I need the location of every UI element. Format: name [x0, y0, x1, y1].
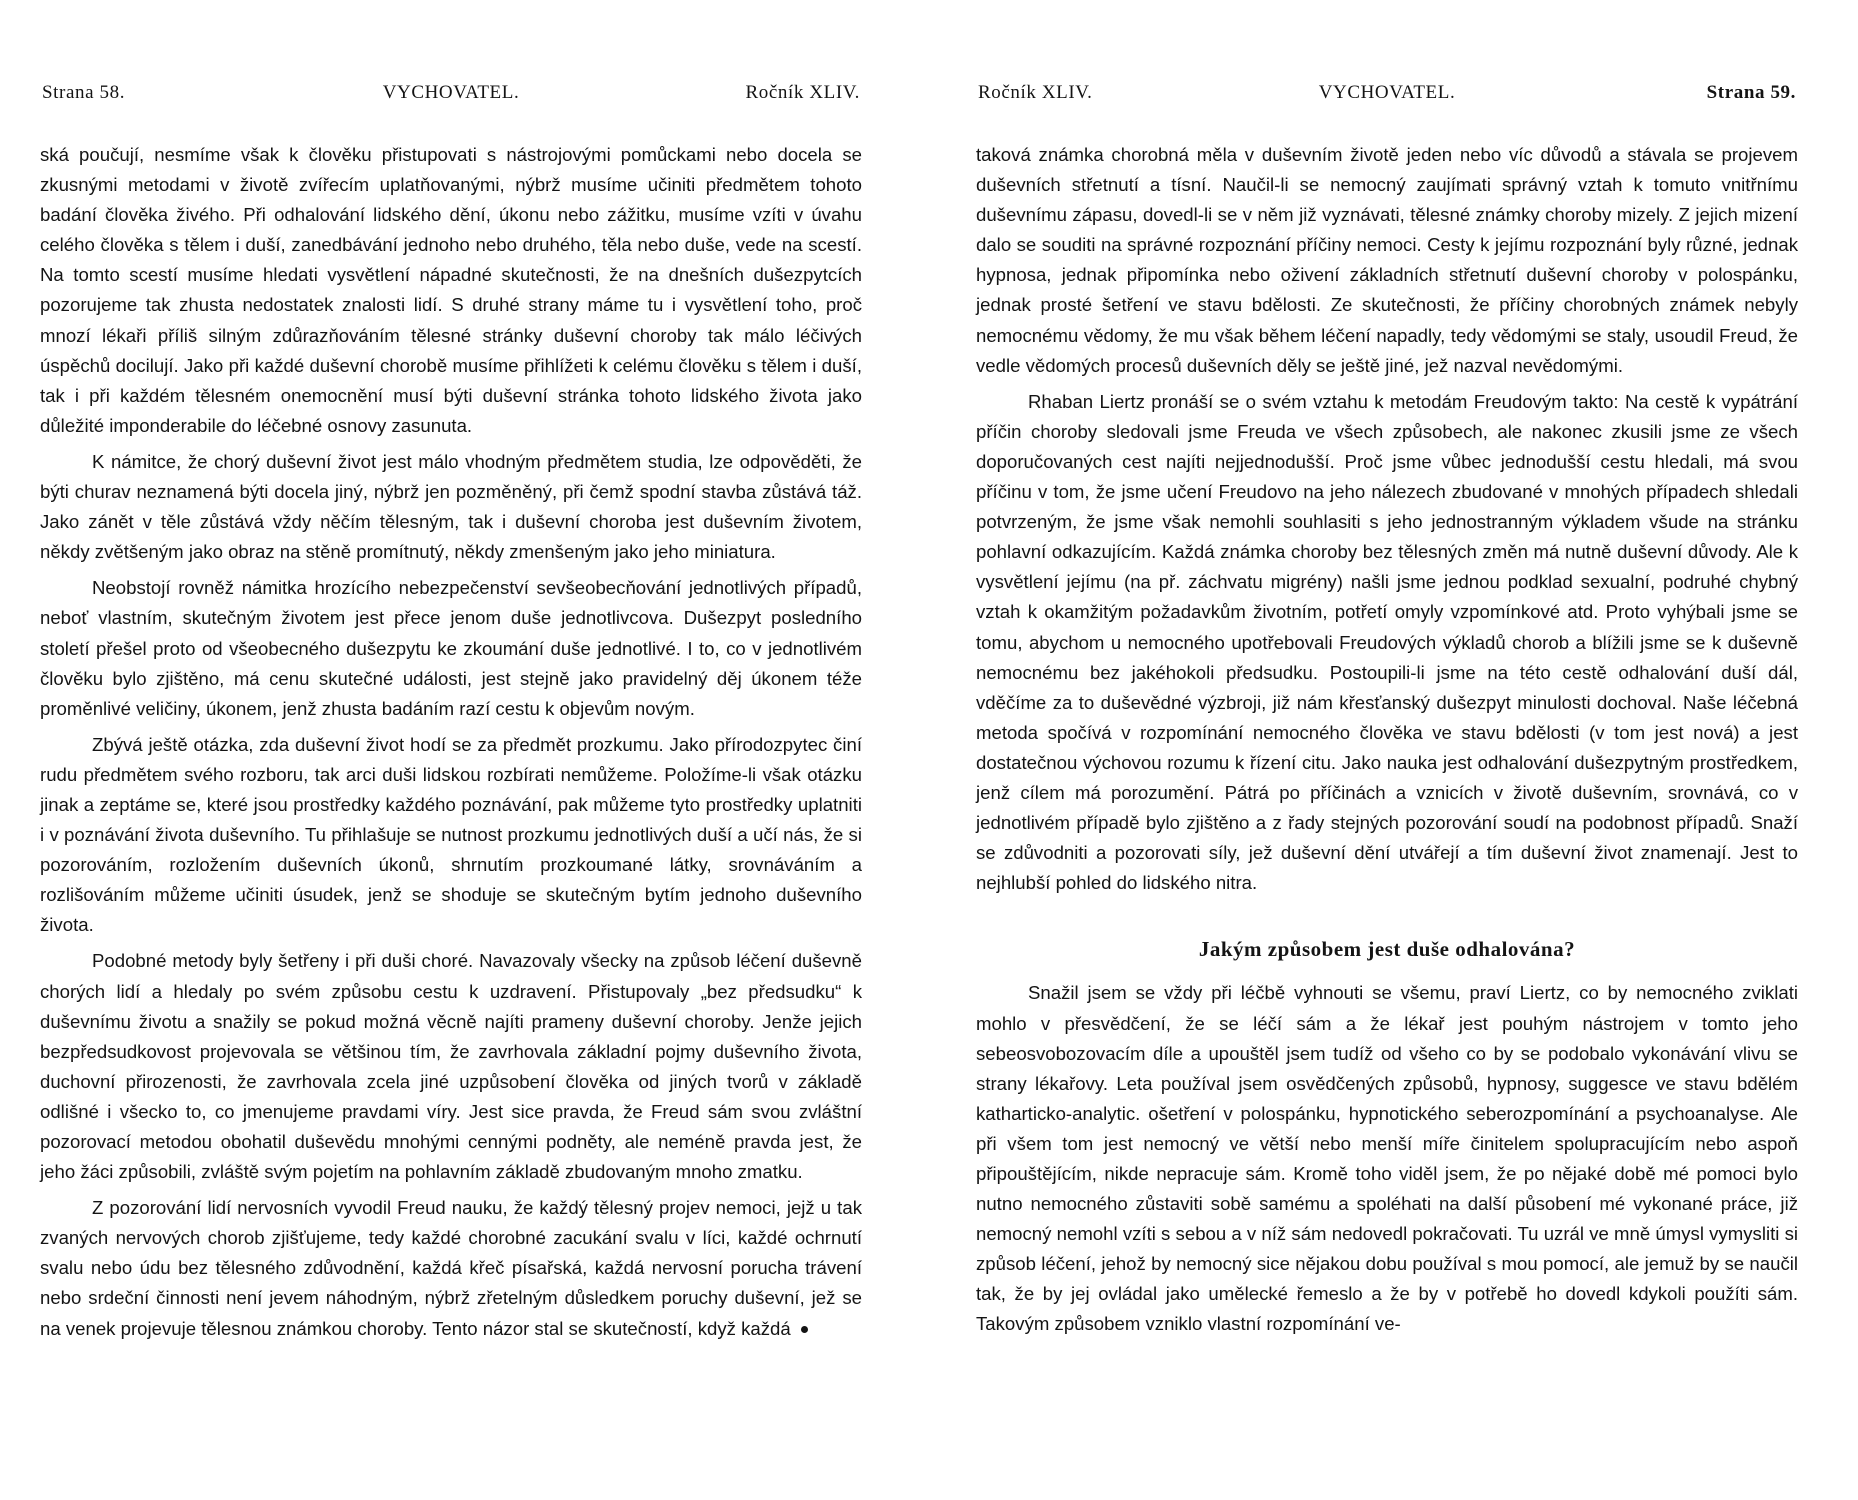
- section-heading: Jakým způsobem jest duše odhalována?: [1198, 937, 1576, 962]
- paragraph: [40, 1193, 862, 1343]
- bullet-dot-icon: [801, 1326, 808, 1333]
- paragraph: Rhaban Liertz pronáší se o svém vztahu k metodám Freudovým takto: Na cestě k vypátrání příčin choroby sledovali jsme Freuda ve všech způsobech, ale nakonec zkusili jsme ze všech doporučovaných cest najíti nejjednodušší. Proč jsme vůbec jednodušší cestu hledali, má svou příčinu v tom, že jsme učení Freudovo na jeho nálezech zbudované v mnohých případech shledali potvrzeným, že jsme však nemohli souhlasiti s jeho jednostranným výkladem všude na stránku pohlavní odkazujícím. Každá známka choroby bez tělesných změn má nutně duševní důvody. Ale k vysvětlení jejímu (na př. záchvatu migrény) našli jsme jednou podklad sexualní, podruhé chybný vztah k okamžitým požadavkům životním, potřetí omyly vzpomínkové atd. Proto vyhýbali jsme se tomu, abychom u nemocného upotřebovali Freudových výkladů chorob a blížili jsme se k duševně nemocnému bez jakéhokoli předsudku. Postoupili-li jsme na této cestě odhalování duší dál, vděčíme za to duševědné výzbroji, již nám křesťanský dušezpyt minulosti dochoval. Naše léčebná metoda spočívá v rozpomínání nemocného člověka ve stavu bdělosti (v tom jest nová) a jest dostatečnou výchovou rozumu k řízení citu. Jako nauka jest odhalování dušezpytným prostředkem, jenž cílem má porozumění. Pátrá po příčinách a vznicích v životě duševním, srovnává, co v jednotlivém případě bylo zjištěno a z řady stejných pozorování soudí na podobnost případů. Snaží se zdůvodniti a pozorovati síly, jež duševní dění utvářejí a tím duševní život znamenají. Jest to nejhlubší pohled do lidského nitra.: [976, 390, 1798, 894]
- page-number: Strana 59.: [1706, 82, 1796, 103]
- left-page: [40, 82, 862, 1344]
- page-body: [976, 140, 1798, 1340]
- paragraph: Podobné metody byly šetřeny i při duši choré. Navazovaly všecky na způsob léčení duševně chorých lidí a hledaly po svém způsobu cestu k uzdravení. Přistupovaly „bez předsudku“ k duševnímu životu a snažily se pokud možná věcně najíti prameny duševní choroby. Jenže jejich bezpředsudkovost projevovala se většinou tím, že zavrhovala základní pojmy duševního života, duchovní přirozenosti, že zavrhovala zcela jiné uzpůsobení člověka od jiných tvorů v základě odlišné i všecko to, co jmenujeme pravdami víry. Jest sice pravda, že Freud sám svou zvláštní pozorovací metodou obohatil duševědu mnohými cennými podněty, ale neméně pravda jest, že jeho žáci způsobili, zvláště svým pojetím na pohlavním základě zbudovaným mnoho zmatku.: [40, 950, 862, 1183]
- journal-title: VYCHOVATEL.: [382, 82, 520, 103]
- right-page: [976, 82, 1798, 1340]
- journal-title: VYCHOVATEL.: [1318, 82, 1456, 103]
- page-number: Strana 58.: [42, 82, 126, 103]
- volume-label: Ročník XLIV.: [978, 82, 1093, 103]
- paragraph: Neobstojí rovněž námitka hrozícího nebezpečenství sevšeobecňování jednotlivých případů, neboť vlastním, skutečným životem jest přece jenom duše jednotlivcova. Dušezpyt posledního století přešel proto od všeobecného dušezpytu ke zkoumání duše jednotlivé. I to, co v jednotlivém člověku bylo zjištěno, má cenu skutečné události, jest stejně jako pravidelný děj úkonem téže proměnlivé veličiny, úkonem, jenž zhusta badáním razí cestu k objevům novým.: [40, 577, 862, 719]
- paragraph: Snažil jsem se vždy při léčbě vyhnouti se všemu, praví Liertz, co by nemocného zviklati mohlo v přesvědčení, že se léčí sám a že lékař jest pouhým nástrojem v tomto jeho sebeosvobozovacím díle a upouštěl jsem tudíž od všeho co by se podobalo vykonávání vlivu se strany lékařovy. Leta používal jsem osvědčených způsobů, hypnosy, suggesce ve stavu bdělém katharticko-analytic. ošetření v polospánku, hypnotického seberozpomínání a psychoanalyse. Ale při všem tom jest nemocný ve větší nebo menší míře činitelem spolupracujícím nebo aspoň připouštějícím, nikde nepracuje sám. Kromě toho viděl jsem, že po nějaké době mé pomoci bylo nutno nemocného zůstaviti sobě samému a spoléhati na další působení mé vykonané práce, již nemocný nemohl vzíti s sebou a v níž sám nedovedl pokračovati. Tu uzrál ve mně úmysl vymysliti si způsob léčení, jehož by nemocný sice nějakou dobu používal s mou pomocí, ale jemuž by se naučil tak, že by jej ovládal jako umělecké řemeslo a že by v potřebě ho dovedl kdykoli použíti sám. Takovým způsobem vzniklo vlastní rozpomínání ve-: [976, 982, 1798, 1335]
- paragraph: Zbývá ještě otázka, zda duševní život hodí se za předmět prozkumu. Jako přírodozpytec činí rudu předmětem svého rozboru, tak arci duši lidskou rozbírati nemůžeme. Položíme-li však otázku jinak a zeptáme se, které jsou prostředky každého poznávání, pak můžeme tyto prostředky uplatniti i v poznávání života duševního. Tu přihlašuje se nutnost prozkumu jednotlivých duší a učí nás, že si pozorováním, rozložením duševních úkonů, shrnutím prozkoumané látky, srovnáváním a rozlišováním můžeme učiniti úsudek, jenž se shoduje se skutečným bytím jednoho duševního života.: [40, 733, 862, 936]
- paragraph: taková známka chorobná měla v duševním životě jeden nebo víc důvodů a stávala se projevem duševních střetnutí a tísní. Naučil-li se nemocný zaujímati správný vztah k tomuto vnitřnímu duševnímu zápasu, dovedl-li se v něm již vyznávati, tělesné známky choroby mizely. Z jejich mizení dalo se souditi na správné rozpoznání příčiny nemoci. Cesty k jejímu rozpoznání byly různé, jednak hypnosa, jednak připomínka nebo oživení základních střetnutí duševní choroby v polospánku, jednak prosté šetření ve stavu bdělosti. Ze skutečnosti, že příčiny chorobných známek nebyly nemocnému vědomy, že mu však během léčení napadly, tedy vědomými se staly, usoudil Freud, že vedle vědomých procesů duševních děly se ještě jiné, jež nazval nevědomými.: [976, 144, 1798, 376]
- paragraph: K námitce, že chorý duševní život jest málo vhodným předmětem studia, lze odpověděti, že býti churav neznamená býti docela jiný, nýbrž jen pozměněný, při čemž spodní stavba zůstává táž. Jako zánět v těle zůstává vždy něčím tělesným, tak i duševní choroba jest duševním životem, někdy zvětšeným jako obraz na stěně promítnutý, někdy zmenšeným jako jeho miniatura.: [40, 450, 862, 563]
- paragraph-text: Z pozorování lidí nervosních vyvodil Freud nauku, že každý tělesný projev nemoci, jejž u tak zvaných nervových chorob zjišťujeme, tedy každé chorobné zacukání svalu v líci, každé ochrnutí svalu nebo údu bez tělesného zdůvodnění, každá křeč písařská, každá nervosní porucha trávení nebo srdeční činnosti není jevem náhodným, nýbrž zřetelným důsledkem poruchy duševní, jež se na venek projevuje tělesnou známkou choroby. Tento názor stal se skutečností, když každá: [40, 1197, 862, 1339]
- page-body: [40, 140, 862, 1344]
- page-header: [40, 82, 862, 112]
- page-header: [976, 82, 1798, 112]
- volume-label: Ročník XLIV.: [745, 82, 860, 103]
- paragraph: ská poučují, nesmíme však k člověku přistupovati s nástrojovými pomůckami nebo docela se zkusnými metodami v životě zvířecím uplatňovanými, nýbrž musíme učiniti předmětem tohoto badání člověka živého. Při odhalování lidského dění, úkonu nebo zážitku, musíme vzíti v úvahu celého člověka s tělem i duší, zanedbávání jednoho nebo druhého, těla nebo duše, vede na scestí. Na tomto scestí musíme hledati vysvětlení nápadné skutečnosti, že na dnešních dušezpytcích pozorujeme tak zhusta nedostatek znalosti lidí. S druhé strany máme tu i vysvětlení toho, proč mnozí lékaři příliš silným zdůrazňováním tělesné stránky duševní choroby tak málo léčivých úspěchů docilují. Jako při každé duševní chorobě musíme přihlížeti k celému člověku s tělem i duší, tak i při každém tělesném onemocnění musí býti duševní stránka tohoto lidského života jako důležité imponderabile do léčebné osnovy zasunuta.: [40, 144, 862, 436]
